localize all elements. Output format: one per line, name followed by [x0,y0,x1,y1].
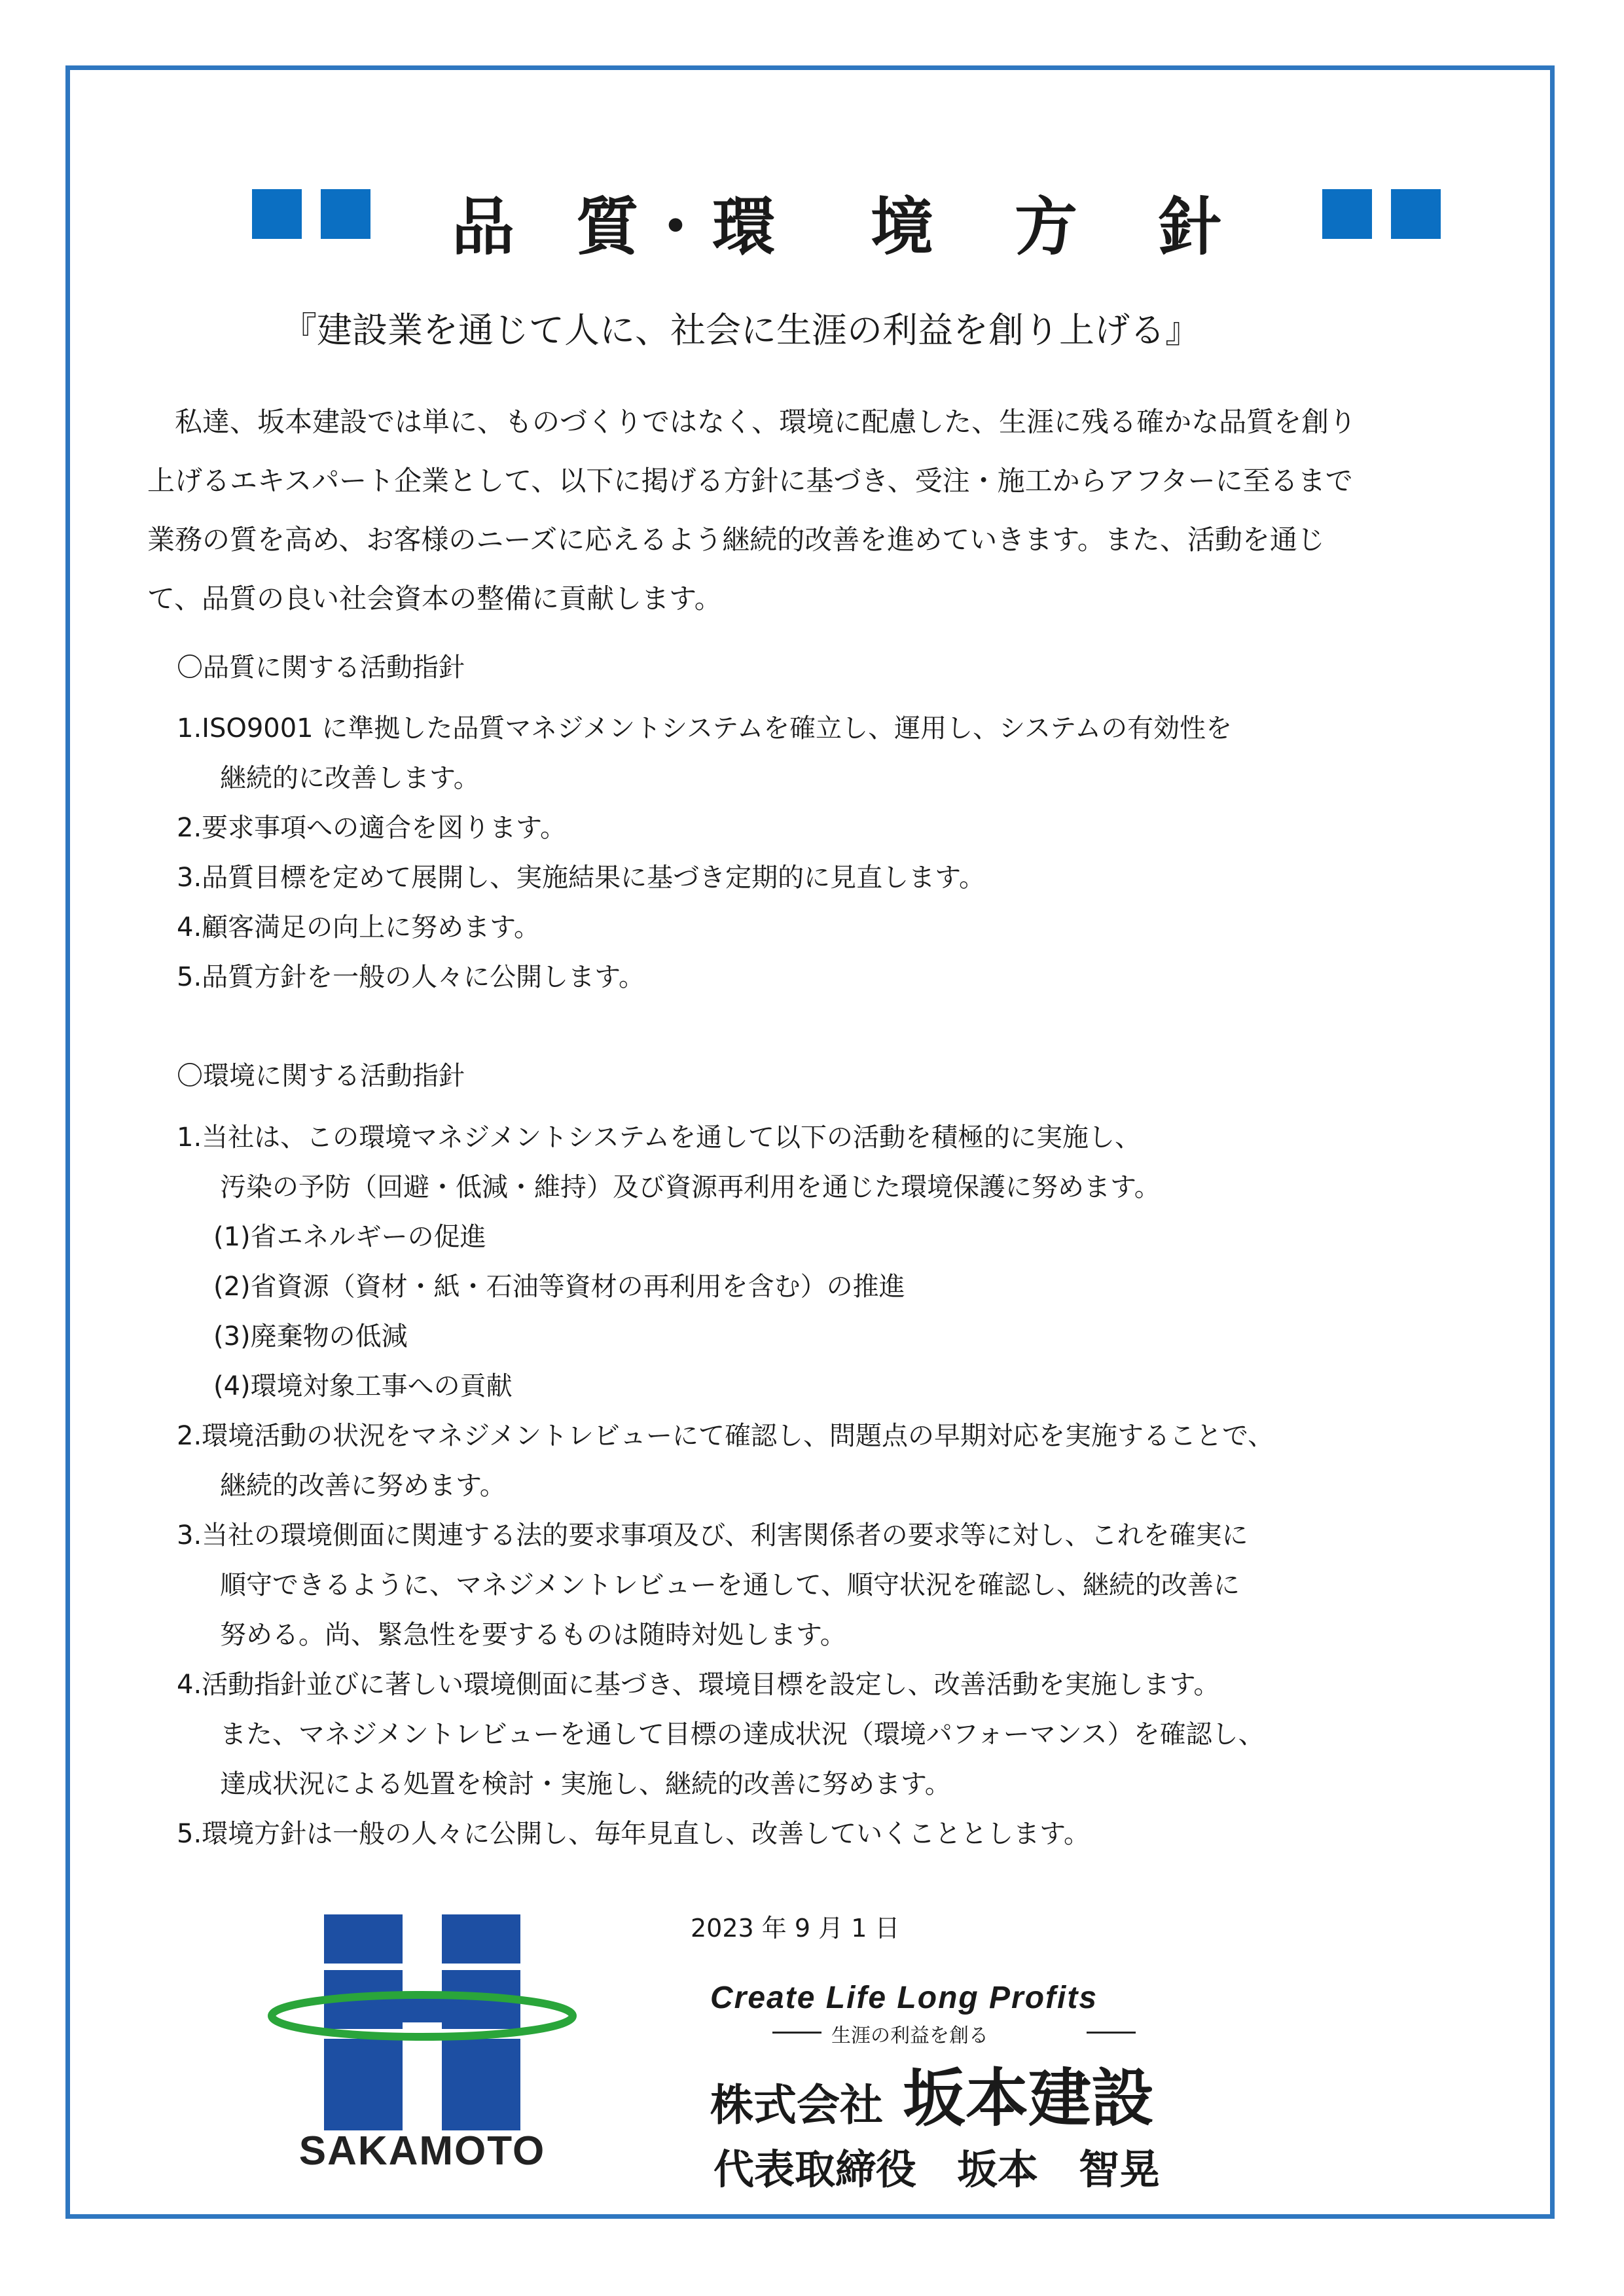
title-char: 質・環 [576,190,780,264]
intro-paragraph [147,393,1479,628]
list-item: (3)廃棄物の低減 [213,1321,408,1352]
intro-line: 業務の質を高め、お客様のニーズに応えるよう継続的改善を進めていきます。また、活動を通じ [147,524,1325,556]
list-item: 順守できるように、マネジメントレビューを通して、順守状況を確認し、継続的改善に [220,1570,1240,1600]
list-item: 達成状況による処置を検討・実施し、継続的改善に努めます。 [220,1769,951,1799]
company-name-block [710,2049,1154,2138]
list-item: 3.品質目標を定めて展開し、実施結果に基づき定期的に見直します。 [177,863,985,893]
list-item: 3.当社の環境側面に関連する法的要求事項及び、利害関係者の要求等に対し、これを確実に [177,1520,1248,1551]
title-char: 針 [1159,190,1227,264]
quality-list [177,704,1232,1002]
quality-section-heading: 〇品質に関する活動指針 [177,653,465,683]
list-item: 汚染の予防（回避・低減・維持）及び資源再利用を通じた環境保護に努めます。 [220,1172,1161,1202]
company-prefix: 株式会社 [710,2080,883,2130]
subtagline-rule-left [772,2032,821,2034]
subtagline: 生涯の利益を創る [831,2024,988,2047]
representative: 代表取締役 坂本 智晃 [713,2145,1161,2193]
logo-text: SAKAMOTO [298,2128,546,2170]
title-square-right-1 [1322,189,1372,239]
logo-block [324,2039,403,2130]
page-title [452,177,1250,264]
logo-block [442,2039,520,2130]
list-item: (2)省資源（資材・紙・石油等資材の再利用を含む）の推進 [213,1272,905,1302]
list-item: また、マネジメントレビューを通して目標の達成状況（環境パフォーマンス）を確認し、 [220,1719,1265,1749]
intro-line: て、品質の良い社会資本の整備に貢献します。 [147,583,722,615]
environment-list [177,1113,1274,1859]
list-item: 2.環境活動の状況をマネジメントレビューにて確認し、問題点の早期対応を実施することで、 [177,1421,1274,1451]
logo-block [324,1914,403,1964]
logo-block [442,1914,520,1964]
issue-date: 2023 年 9 月 1 日 [691,1914,900,1943]
list-item: (1)省エネルギーの促進 [213,1222,486,1252]
intro-line: 私達、坂本建設では単に、ものづくりではなく、環境に配慮した、生涯に残る確かな品質を創り [147,406,1357,438]
company-motto: 『建設業を通じて人に、社会に生涯の利益を創り上げる』 [281,310,1200,351]
title-char: 方 [1015,190,1083,264]
tagline: Create Life Long Profits [710,1981,1098,2015]
title-square-left-2 [321,189,370,239]
sakamoto-logo [265,1914,586,2170]
list-item: 2.要求事項への適合を図ります。 [177,813,566,843]
title-square-left-1 [252,189,302,239]
list-item: (4)環境対象工事への貢献 [213,1371,513,1401]
subtagline-rule-right [1087,2032,1136,2034]
list-item: 努める。尚、緊急性を要するものは随時対処します。 [220,1620,846,1650]
list-item: 5.品質方針を一般の人々に公開します。 [177,962,645,992]
list-item: 4.活動指針並びに著しい環境側面に基づき、環境目標を設定し、改善活動を実施します。 [177,1670,1220,1700]
company-name: 坂本建設 [903,2062,1154,2135]
list-item: 1.ISO9001 に準拠した品質マネジメントシステムを確立し、運用し、システムの有効性を [177,713,1233,744]
list-item: 4.顧客満足の向上に努めます。 [177,912,540,942]
title-square-right-2 [1391,189,1441,239]
list-item: 継続的に改善します。 [220,763,480,793]
title-row [0,187,1624,264]
title-char: 品 [452,190,520,264]
environment-section-heading: 〇環境に関する活動指針 [177,1061,465,1091]
intro-line: 上げるエキスパート企業として、以下に掲げる方針に基づき、受注・施工からアフターに至るまで [147,465,1353,497]
list-item: 継続的改善に努めます。 [220,1471,506,1501]
list-item: 5.環境方針は一般の人々に公開し、毎年見直し、改善していくこととします。 [177,1819,1090,1849]
logo-block [403,1996,442,2022]
title-char: 境 [871,190,939,264]
list-item: 1.当社は、この環境マネジメントシステムを通して以下の活動を積極的に実施し、 [177,1122,1141,1153]
